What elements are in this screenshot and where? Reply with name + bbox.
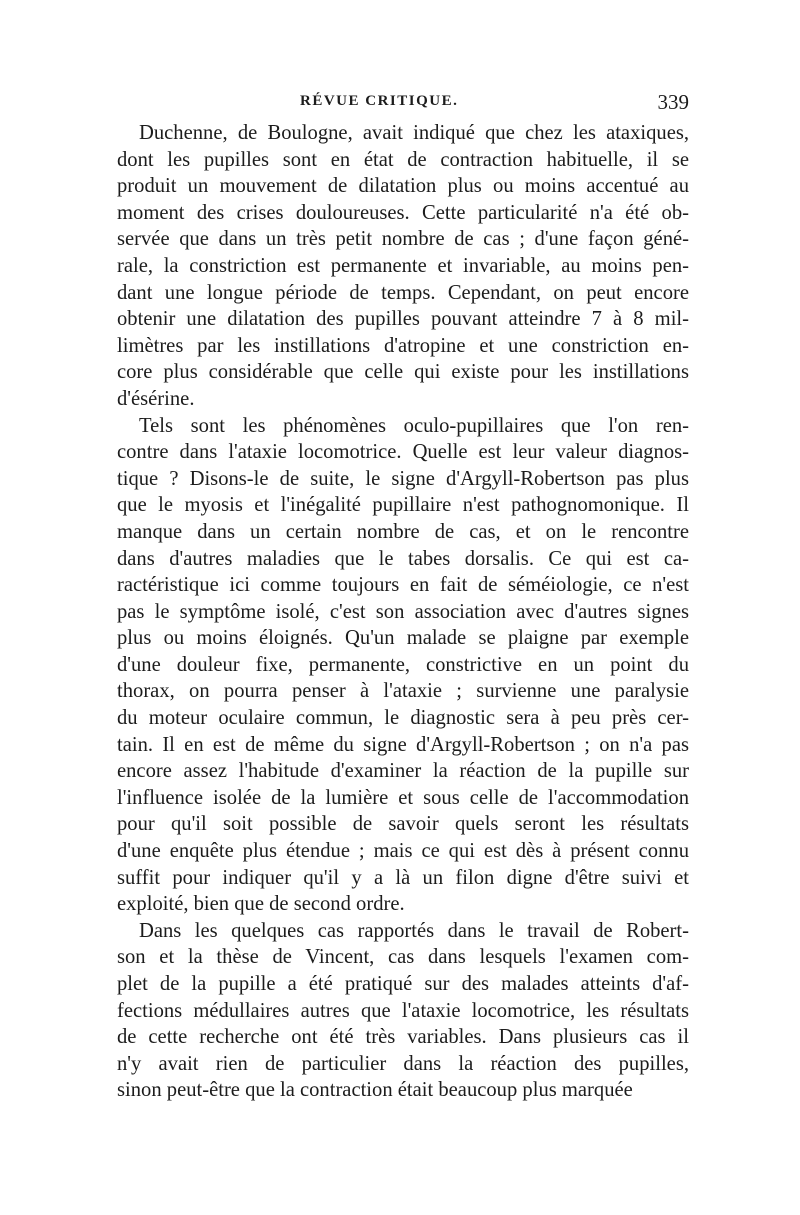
text-line: encore assez l'habitude d'examiner la réaction de la pupille sur	[117, 760, 689, 783]
text-line: n'y avait rien de particulier dans la réaction des pupilles,	[117, 1052, 689, 1075]
text-line: dant une longue période de temps. Cependant, on peut encore	[117, 281, 689, 304]
body-text	[117, 120, 689, 1104]
text-line: d'une douleur fixe, permanente, constrictive en un point du	[117, 653, 689, 676]
text-line: plet de la pupille a été pratiqué sur des malades atteints d'af-	[117, 973, 689, 995]
page-number: 339	[657, 90, 689, 114]
text-line: que le myosis et l'inégalité pupillaire n'est pathognomonique. Il	[117, 494, 689, 517]
text-line: manque dans un certain nombre de cas, et on le rencontre	[117, 520, 689, 543]
text-line: produit un mouvement de dilatation plus ou moins accentué au	[117, 175, 689, 198]
text-line: son et la thèse de Vincent, cas dans lesquels l'examen com-	[117, 946, 689, 969]
text-line: thorax, on pourra penser à l'ataxie ; survienne une paralysie	[117, 680, 689, 703]
text-line: plus ou moins éloignés. Qu'un malade se plaigne par exemple	[117, 627, 689, 650]
text-line: tique ? Disons-le de suite, le signe d'Argyll-Robertson pas plus	[117, 467, 689, 490]
running-title: RÉVUE CRITIQUE.	[300, 93, 459, 109]
text-line: d'ésérine.	[117, 387, 195, 410]
text-line: pas le symptôme isolé, c'est son association avec d'autres signes	[117, 600, 689, 623]
text-line: d'une enquête plus étendue ; mais ce qui est dès à présent connu	[117, 840, 689, 863]
text-line: dans d'autres maladies que le tabes dorsalis. Ce qui est ca-	[117, 547, 689, 570]
text-line: l'influence isolée de la lumière et sous celle de l'accommodation	[117, 786, 689, 809]
text-line: rale, la constriction est permanente et invariable, au moins pen-	[117, 254, 689, 277]
text-line: suffit pour indiquer qu'il y a là un filon digne d'être suivi et	[117, 866, 689, 889]
text-line: tain. Il en est de même du signe d'Argyll-Robertson ; on n'a pas	[117, 733, 689, 756]
text-line: du moteur oculaire commun, le diagnostic sera à peu près cer-	[117, 707, 689, 730]
text-line: moment des crises douloureuses. Cette particularité n'a été ob-	[117, 201, 689, 224]
text-line: obtenir une dilatation des pupilles pouvant atteindre 7 à 8 mil-	[117, 308, 689, 331]
text-line: sinon peut-être que la contraction était beaucoup plus marquée	[117, 1079, 633, 1102]
text-line: core plus considérable que celle qui existe pour les instillations	[117, 361, 689, 384]
text-line: exploité, bien que de second ordre.	[117, 893, 405, 916]
text-line: contre dans l'ataxie locomotrice. Quelle est leur valeur diagnos-	[117, 441, 689, 464]
text-line: de cette recherche ont été très variables. Dans plusieurs cas il	[117, 1026, 689, 1049]
text-line: limètres par les instillations d'atropine et une constriction en-	[117, 334, 689, 357]
text-line: servée que dans un très petit nombre de cas ; d'une façon géné-	[117, 228, 689, 251]
text-line: dont les pupilles sont en état de contraction habituelle, il se	[117, 148, 689, 171]
text-line: pour qu'il soit possible de savoir quels seront les résultats	[117, 813, 689, 836]
text-line: Tels sont les phénomènes oculo-pupillaires que l'on ren-	[139, 414, 689, 437]
text-line: ractéristique ici comme toujours en fait de séméiologie, ce n'est	[117, 574, 689, 597]
text-line: fections médullaires autres que l'ataxie locomotrice, les résultats	[117, 999, 689, 1022]
text-line: Dans les quelques cas rapportés dans le travail de Robert-	[139, 919, 689, 942]
text-line: Duchenne, de Boulogne, avait indiqué que chez les ataxiques,	[139, 122, 689, 144]
